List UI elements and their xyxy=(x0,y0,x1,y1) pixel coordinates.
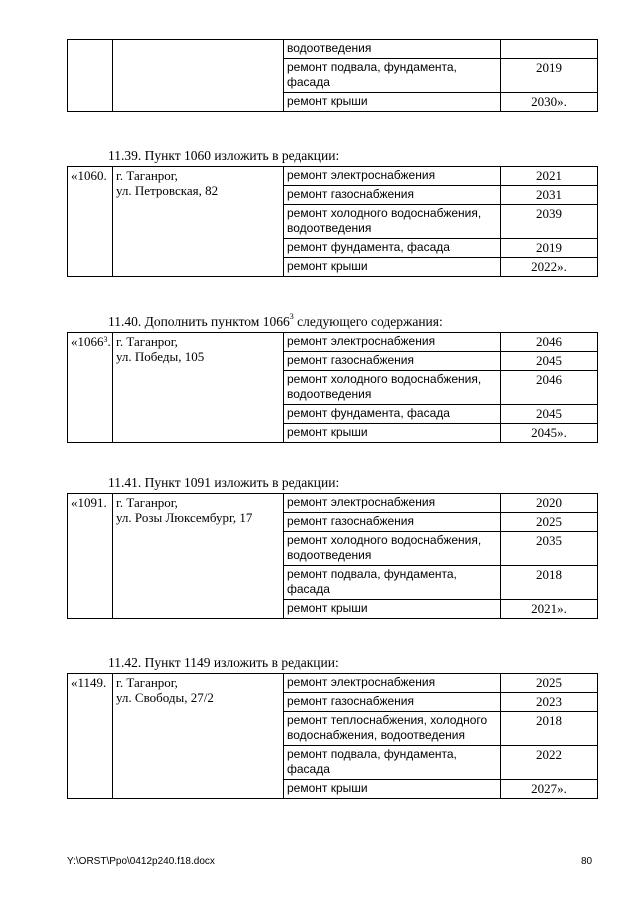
address-cell xyxy=(113,40,284,112)
year-cell: 2030». xyxy=(501,93,598,112)
work-cell: ремонт холодного водоснабжения, водоотведения xyxy=(284,532,501,566)
work-cell: ремонт крыши xyxy=(284,600,501,619)
section-heading: 11.39. Пункт 1060 изложить в редакции: xyxy=(108,148,340,163)
work-cell: ремонт газоснабжения xyxy=(284,186,501,205)
year-cell: 2018 xyxy=(501,566,598,600)
address-city: г. Таганрог, xyxy=(116,334,178,349)
address-city: г. Таганрог, xyxy=(116,495,178,510)
number-text: «1066 xyxy=(71,334,104,349)
address-city: г. Таганрог, xyxy=(116,675,178,690)
year-cell: 2046 xyxy=(501,333,598,352)
work-cell: ремонт электроснабжения xyxy=(284,674,501,693)
year-cell: 2031 xyxy=(501,186,598,205)
year-cell: 2027». xyxy=(501,780,598,799)
table-row xyxy=(68,333,598,352)
table-row xyxy=(68,167,598,186)
table-row xyxy=(68,674,598,693)
number-cell xyxy=(68,40,113,112)
year-cell: 2021». xyxy=(501,600,598,619)
table-row xyxy=(68,494,598,513)
year-cell: 2046 xyxy=(501,371,598,405)
number-cell xyxy=(68,333,113,443)
year-cell xyxy=(501,40,598,59)
year-cell: 2020 xyxy=(501,494,598,513)
work-cell: ремонт фундамента, фасада xyxy=(284,405,501,424)
work-cell: ремонт подвала, фундамента, фасада xyxy=(284,746,501,780)
heading-superscript: 3 xyxy=(289,312,294,321)
year-cell: 2045 xyxy=(501,352,598,371)
year-cell: 2021 xyxy=(501,167,598,186)
year-cell: 2023 xyxy=(501,693,598,712)
address-cell xyxy=(113,674,284,799)
number-superscript: 3 xyxy=(103,335,108,344)
work-cell: ремонт крыши xyxy=(284,258,501,277)
year-cell: 2025 xyxy=(501,513,598,532)
number-cell: «1149. xyxy=(68,674,113,799)
work-cell: ремонт холодного водоснабжения, водоотведения xyxy=(284,371,501,405)
address-street: ул. Победы, 105 xyxy=(116,349,205,364)
section-heading: 11.42. Пункт 1149 изложить в редакции: xyxy=(108,655,339,670)
work-cell: ремонт подвала, фундамента, фасада xyxy=(284,566,501,600)
year-cell: 2035 xyxy=(501,532,598,566)
work-cell: ремонт подвала, фундамента, фасада xyxy=(284,59,501,93)
table-row xyxy=(68,40,598,59)
work-cell: ремонт электроснабжения xyxy=(284,333,501,352)
section-heading xyxy=(108,314,443,330)
section-table xyxy=(67,332,598,443)
work-cell: ремонт фундамента, фасада xyxy=(284,239,501,258)
year-cell: 2045 xyxy=(501,405,598,424)
year-cell: 2018 xyxy=(501,712,598,746)
work-cell: ремонт газоснабжения xyxy=(284,513,501,532)
address-street: ул. Петровская, 82 xyxy=(116,183,219,198)
work-cell: ремонт крыши xyxy=(284,780,501,799)
work-cell: ремонт холодного водоснабжения, водоотведения xyxy=(284,205,501,239)
footer-page-number: 80 xyxy=(581,856,593,867)
address-street: ул. Розы Люксембург, 17 xyxy=(116,510,253,525)
year-cell: 2019 xyxy=(501,59,598,93)
work-cell: ремонт теплоснабжения, холодного водоснабжения, водоотведения xyxy=(284,712,501,746)
address-cell xyxy=(113,167,284,277)
year-cell: 2025 xyxy=(501,674,598,693)
number-cell: «1091. xyxy=(68,494,113,619)
year-cell: 2019 xyxy=(501,239,598,258)
number-dot: . xyxy=(107,334,111,349)
address-cell xyxy=(113,494,284,619)
work-cell: ремонт электроснабжения xyxy=(284,167,501,186)
address-city: г. Таганрог, xyxy=(116,168,178,183)
year-cell: 2039 xyxy=(501,205,598,239)
section-heading: 11.41. Пункт 1091 изложить в редакции: xyxy=(108,475,340,490)
footer-file-path: Y:\ORST\Ppo\0412p240.f18.docx xyxy=(67,856,215,867)
section-table xyxy=(67,673,598,799)
section-table xyxy=(67,166,598,277)
section-table xyxy=(67,493,598,619)
work-cell: ремонт газоснабжения xyxy=(284,352,501,371)
address-cell xyxy=(113,333,284,443)
work-cell: ремонт крыши xyxy=(284,93,501,112)
address-street: ул. Свободы, 27/2 xyxy=(116,690,214,705)
work-cell: ремонт электроснабжения xyxy=(284,494,501,513)
year-cell: 2022 xyxy=(501,746,598,780)
work-cell: водоотведения xyxy=(284,40,501,59)
work-cell: ремонт крыши xyxy=(284,424,501,443)
top-table xyxy=(67,39,598,112)
heading-text-end: следующего содержания: xyxy=(293,314,443,329)
heading-text: 11.40. Дополнить пунктом 1066 xyxy=(108,314,290,329)
work-cell: ремонт газоснабжения xyxy=(284,693,501,712)
number-cell: «1060. xyxy=(68,167,113,277)
year-cell: 2045». xyxy=(501,424,598,443)
year-cell: 2022». xyxy=(501,258,598,277)
